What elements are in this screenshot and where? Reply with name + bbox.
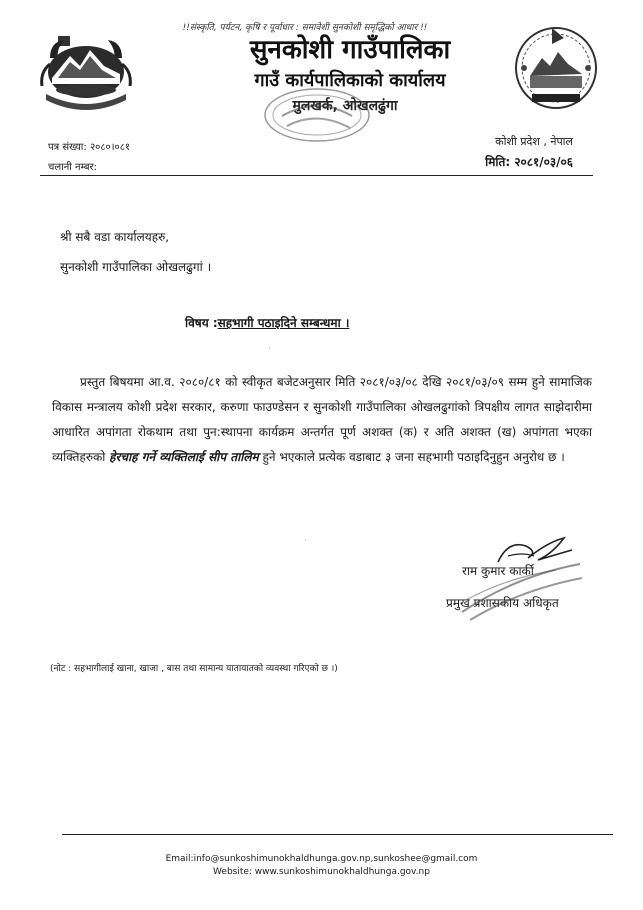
signature-stamp (456, 556, 586, 622)
office-name: गाउँ कार्यपालिकाको कार्यालय (254, 70, 446, 91)
nepal-emblem-logo (36, 32, 136, 112)
body-part-2: हुने भएकाले प्रत्येक वडाबाट ३ जना सहभागी पठाइदिनुहुन अनुरोध छ । (262, 450, 565, 464)
subject-label: विषय : (185, 316, 218, 330)
header-tagline: !!संस्कृति, पर्यटन, कृषि र पूर्वाधार : समावेशी सुनकोशी समृद्धिको आधार !! (182, 23, 428, 33)
body-paragraph (52, 370, 592, 470)
letter-date (485, 152, 573, 172)
office-stamp (262, 86, 372, 144)
letter-body (52, 370, 592, 470)
footer-block (0, 853, 643, 879)
recipient-block (60, 222, 211, 282)
meta-left-block (48, 138, 130, 178)
office-address: मुलखर्क, ओखलढुंगा (292, 98, 398, 114)
letter-number-value: २०८०।०८१ (89, 142, 131, 153)
date-label: मिति: (485, 155, 511, 169)
municipality-seal-logo (508, 24, 604, 116)
note-text: (नोट : सहभागीलाई खाना, खाजा , बास तथा सामान्य यातायातको व्यवस्था गरिएको छ ।) (50, 664, 338, 674)
footer-email: Email:info@sunkoshimunokhaldhunga.gov.np,sunkoshee@gmail.com (165, 854, 478, 864)
meta-right-block (485, 132, 573, 172)
subject-line (185, 314, 349, 331)
signatory-name: राम कुमार कार्की (462, 564, 534, 578)
letter-number-label: पत्र संख्या: (48, 142, 87, 153)
footer-website: Website: www.sunkoshimunokhaldhunga.gov.np (213, 867, 430, 877)
header-divider (40, 175, 593, 176)
recipient-line-2: सुनकोशी गाउँपालिका ओखलढुगां । (60, 260, 212, 274)
scan-speck: · (268, 344, 271, 353)
recipient-line-1: श्री सबै वडा कार्यालयहरु, (60, 230, 170, 244)
municipality-name: सुनकोशी गाउँपालिका (249, 35, 451, 65)
body-part-1: प्रस्तुत बिषयमा आ.व. २०८०/८१ को स्वीकृत बजेटअनुसार मिति २०८१/०३/०८ देखि २०८१/०३/०९ सम्म हुने सामाजिक विकास मन्त्रालय कोशी प्रदेश सरकार, करुणा फाउण्डेसन र सुनकोशी गाउँपालिका ओखलढुगांको त्रिपक्षीय लागत साझेदारीमा आधारित अपांगता रोकथाम तथा पुन:स्थापना कार्यक्रम अन्तर्गत पूर्ण अशक्त (क) र अति अशक्त (ख) अपांगता भएका व्यक्तिहरुको (52, 375, 592, 464)
scan-speck: · (304, 536, 307, 545)
letter-number (48, 138, 130, 158)
body-emphasis: हेरचाह गर्ने व्यक्तिलाई सीप तालिम (109, 450, 259, 464)
signatory-title: प्रमुख प्रशासकीय अधिकृत (446, 596, 559, 610)
province-label: कोशी प्रदेश , नेपाल (495, 135, 573, 148)
subject-text: सहभागी पठाइदिने सम्बन्धमा । (217, 316, 350, 330)
dispatch-number-label: चलानी नम्बर: (48, 162, 98, 173)
footer-divider (62, 834, 613, 835)
date-value: २०८१/०३/०६ (514, 155, 573, 169)
